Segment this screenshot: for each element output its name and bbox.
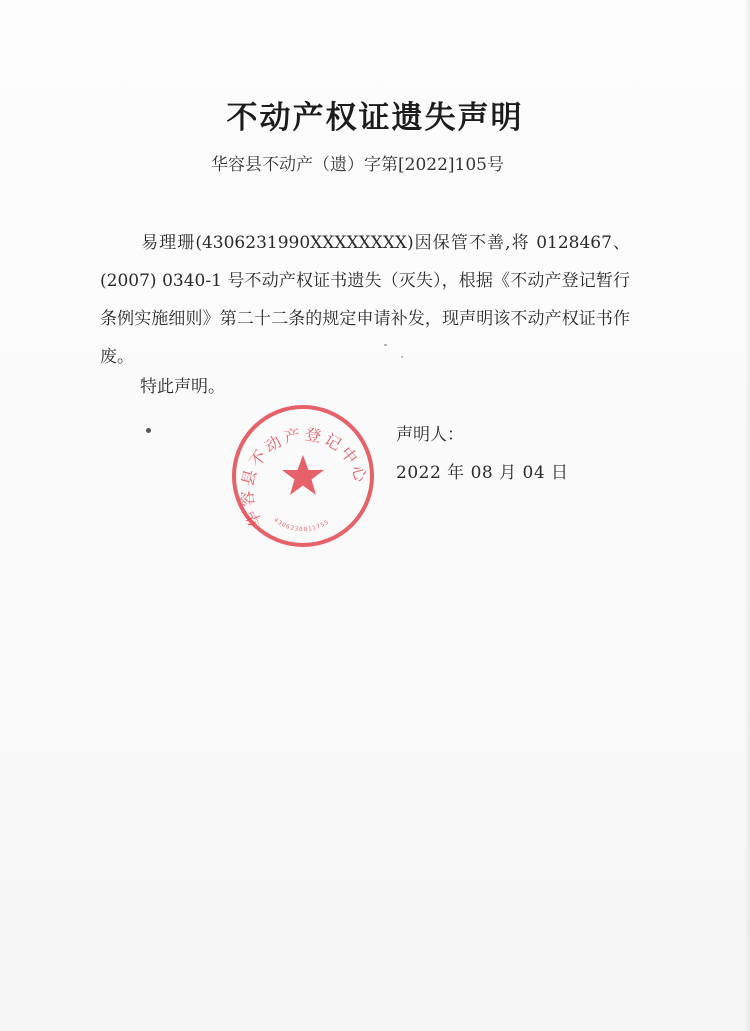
scan-speck xyxy=(384,344,387,346)
declaration-text: 易理珊(4306231990XXXXXXXX)因保管不善,将 0128467、(2007) 0340-1 号不动产权证书遗失（灭失），根据《不动产登记暂行条例实施细则》第二十二条的规定申请补发，现声明该不动产权证书作废。 xyxy=(100,233,630,367)
official-seal xyxy=(230,403,376,549)
seal-code: 4306230011755 xyxy=(272,516,331,534)
document-title: 不动产权证遗失声明 xyxy=(226,100,524,136)
declarant-label: 声明人： xyxy=(396,425,464,445)
declaration-date: 2022 年 08 月 04 日 xyxy=(396,463,569,483)
scan-edge xyxy=(744,0,750,1031)
seal-star-icon xyxy=(282,455,324,495)
declaration-body xyxy=(100,224,630,376)
scan-speck xyxy=(401,356,403,358)
closing-statement: 特此声明。 xyxy=(140,377,225,397)
scan-speck xyxy=(146,428,151,433)
document-number: 华容县不动产（遗）字第[2022]105号 xyxy=(211,155,504,175)
seal-text: 华容县不动产登记中心 xyxy=(237,424,372,531)
